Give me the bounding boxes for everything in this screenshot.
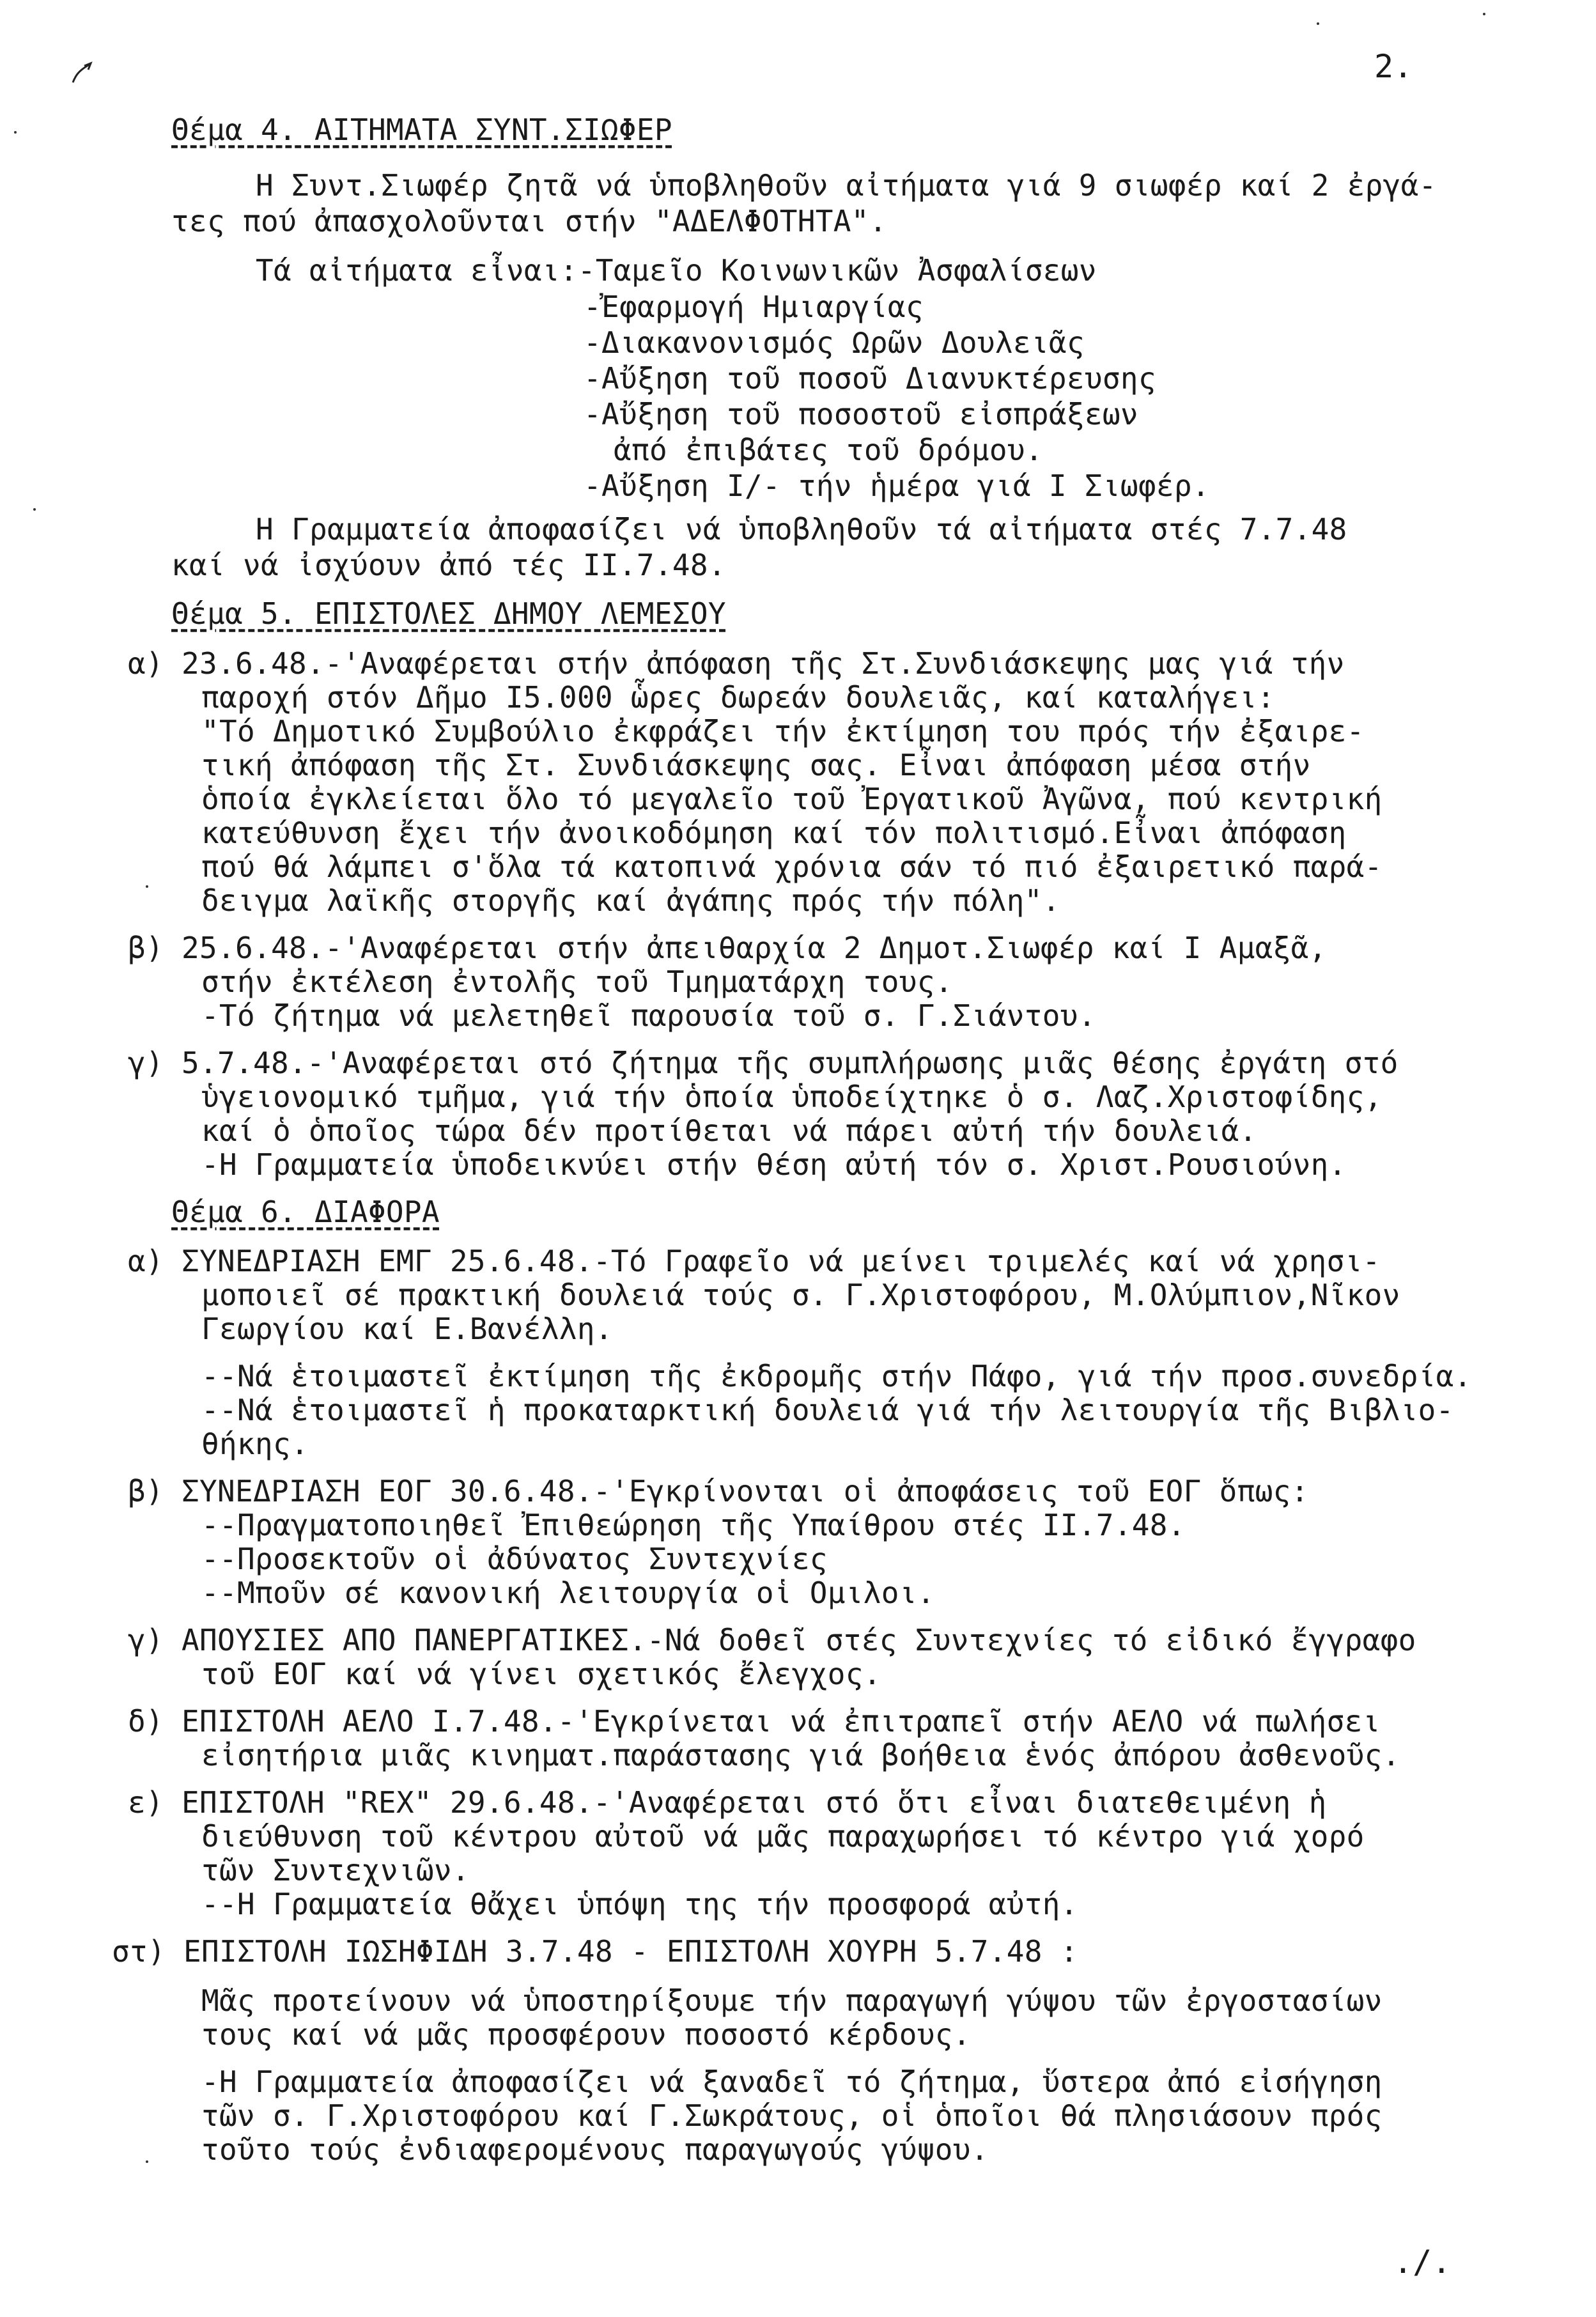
section-heading: Θέμα 6. ΔΙΑΦΟΡΑ: [171, 1195, 440, 1229]
text-line: Γεωργίου καί Ε.Βανέλλη.: [201, 1312, 613, 1346]
text-line: κατεύθυνση ἔχει τήν ἀνοικοδόμηση καί τόν πολιτισμό.Εἶναι ἀπόφαση: [201, 816, 1347, 850]
text-line: Τά αἰτήματα εἶναι:-Ταμεῖο Κοινωνικῶν Ἀσφαλίσεων: [256, 253, 1097, 288]
text-line: ὑγειονομικό τμῆμα, γιά τήν ὁποία ὑποδείχτηκε ὁ σ. Λαζ.Χριστοφίδης,: [201, 1080, 1383, 1114]
text-line: ε) ΕΠΙΣΤΟΛΗ "REX" 29.6.48.-'Αναφέρεται στό ὅτι εἶναι διατεθειμένη ἡ: [128, 1785, 1327, 1820]
text-line: ὁποία ἐγκλείεται ὅλο τό μεγαλεῖο τοῦ Ἐργατικοῦ Ἀγῶνα, πού κεντρική: [201, 782, 1383, 816]
text-line: τους καί νά μᾶς προσφέρουν ποσοστό κέρδους.: [201, 2017, 971, 2052]
continuation-mark: ./.: [1393, 2243, 1452, 2281]
text-line: διεύθυνση τοῦ κέντρου αὐτοῦ νά μᾶς παραχωρήσει τό κέντρο γιά χορό: [201, 1819, 1365, 1854]
text-line: --Νά ἑτοιμαστεῖ ἐκτίμηση τῆς ἐκδρομῆς στήν Πάφο, γιά τήν προσ.συνεδρία.: [201, 1359, 1472, 1393]
text-line: --Νά ἑτοιμαστεῖ ἡ προκαταρκτική δουλειά γιά τήν λειτουργία τῆς Βιβλιο-: [201, 1393, 1454, 1427]
text-line: στ) ΕΠΙΣΤΟΛΗ ΙΩΣΗΦΙΔΗ 3.7.48 - ΕΠΙΣΤΟΛΗ ΧΟΥΡΗ 5.7.48 :: [112, 1934, 1078, 1969]
page-number: 2.: [1374, 48, 1413, 85]
text-line: τοῦ ΕΟΓ καί νά γίνει σχετικός ἔλεγχος.: [201, 1657, 881, 1691]
text-line: τῶν Συντεχνιῶν.: [201, 1853, 470, 1887]
text-line: --Προσεκτοῦν οἱ ἀδύνατος Συντεχνίες: [201, 1542, 828, 1576]
text-line: μοποιεῖ σέ πρακτική δουλειά τούς σ. Γ.Χριστοφόρου, Μ.Ολύμπιον,Νῖκον: [201, 1278, 1400, 1312]
text-line: -Η Γραμματεία ἀποφασίζει νά ξαναδεῖ τό ζήτημα, ὕστερα ἀπό εἰσήγηση: [201, 2065, 1383, 2099]
text-line: -Διακανονισμός Ωρῶν Δουλειᾶς: [584, 325, 1085, 360]
text-line: --Η Γραμματεία θἄχει ὑπόψη της τήν προσφορά αὐτή.: [201, 1887, 1078, 1921]
text-line: -Ἐφαρμογή Ημιαργίας: [584, 290, 924, 324]
text-line: γ) 5.7.48.-'Αναφέρεται στό ζήτημα τῆς συμπλήρωσης μιᾶς θέσης ἐργάτη στό: [128, 1046, 1398, 1080]
scan-speck: [1483, 13, 1485, 15]
text-line: Μᾶς προτείνουν νά ὑποστηρίξουμε τήν παραγωγή γύψου τῶν ἐργοστασίων: [201, 1983, 1383, 2018]
scan-speck: [33, 508, 36, 511]
text-line: -Αὔξηση Ι/- τήν ἡμέρα γιά Ι Σιωφέρ.: [584, 469, 1210, 503]
text-line: τοῦτο τούς ἐνδιαφερομένους παραγωγούς γύψου.: [201, 2132, 989, 2167]
text-line: -Τό ζήτημα νά μελετηθεῖ παρουσία τοῦ σ. Γ.Σιάντου.: [201, 998, 1096, 1033]
text-line: α) 23.6.48.-'Αναφέρεται στήν ἀπόφαση τῆς Στ.Συνδιάσκεψης μας γιά τήν: [128, 646, 1345, 681]
text-line: "Τό Δημοτικό Συμβούλιο ἐκφράζει τήν ἐκτίμηση του πρός τήν ἐξαιρε-: [201, 714, 1365, 748]
text-line: καί ὁ ὁποῖος τώρα δέν προτίθεται νά πάρει αὐτή τήν δουλειά.: [201, 1113, 1257, 1148]
text-line: α) ΣΥΝΕΔΡΙΑΣΗ ΕΜΓ 25.6.48.-Τό Γραφεῖο νά μείνει τριμελές καί νά χρησι-: [128, 1244, 1381, 1278]
text-line: καί νά ἰσχύουν ἀπό τές ΙΙ.7.48.: [171, 548, 726, 582]
text-line: στήν ἐκτέλεση ἐντολῆς τοῦ Τμηματάρχη τους.: [201, 965, 953, 999]
text-line: -Αὔξηση τοῦ ποσοστοῦ εἰσπράξεων: [584, 397, 1138, 431]
text-line: β) ΣΥΝΕΔΡΙΑΣΗ ΕΟΓ 30.6.48.-'Εγκρίνονται οἱ ἀποφάσεις τοῦ ΕΟΓ ὅπως:: [128, 1474, 1309, 1508]
text-line: δειγμα λαϊκῆς στοργῆς καί ἀγάπης πρός τήν πόλη".: [201, 883, 1060, 918]
text-line: --Πραγματοποιηθεῖ Ἐπιθεώρηση τῆς Υπαίθρου στές ΙΙ.7.48.: [201, 1508, 1186, 1542]
text-line: β) 25.6.48.-'Αναφέρεται στήν ἀπειθαρχία 2 Δημοτ.Σιωφέρ καί Ι Αμαξᾶ,: [128, 931, 1327, 965]
text-line: τες πού ἀπασχολοῦνται στήν "ΑΔΕΛΦΟΤΗΤΑ".: [171, 204, 887, 238]
text-line: τῶν σ. Γ.Χριστοφόρου καί Γ.Σωκράτους, οἱ ὁποῖοι θά πλησιάσουν πρός: [201, 2098, 1383, 2133]
text-line: --Μποῦν σέ κανονική λειτουργία οἱ Ομιλοι.: [201, 1576, 935, 1610]
text-line: δ) ΕΠΙΣΤΟΛΗ ΑΕΛΟ Ι.7.48.-'Εγκρίνεται νά ἐπιτραπεῖ στήν ΑΕΛΟ νά πωλήσει: [128, 1704, 1381, 1739]
scan-speck: [14, 131, 17, 134]
text-line: θήκης.: [201, 1427, 309, 1461]
text-line: -Η Γραμματεία ὑποδεικνύει στήν θέση αὐτή τόν σ. Χριστ.Ρουσιούνη.: [201, 1147, 1347, 1182]
text-line: πού θά λάμπει σ'ὅλα τά κατοπινά χρόνια σάν τό πιό ἐξαιρετικό παρά-: [201, 849, 1383, 884]
text-line: -Αὔξηση τοῦ ποσοῦ Διανυκτέρευσης: [584, 361, 1156, 396]
text-line: εἰσητήρια μιᾶς κινηματ.παράστασης γιά βοήθεια ἑνός ἀπόρου ἀσθενοῦς.: [201, 1738, 1400, 1772]
scan-speck: [146, 885, 148, 888]
text-line: γ) ΑΠΟΥΣΙΕΣ ΑΠΟ ΠΑΝΕΡΓΑΤΙΚΕΣ.-Νά δοθεῖ στές Συντεχνίες τό εἰδικό ἔγγραφο: [128, 1623, 1416, 1657]
text-line: Η Συντ.Σιωφέρ ζητᾶ νά ὑποβληθοῦν αἰτήματα γιά 9 σιωφέρ καί 2 ἐργά-: [256, 168, 1437, 203]
text-line: τική ἀπόφαση τῆς Στ. Συνδιάσκεψης σας. Εἶναι ἀπόφαση μέσα στήν: [201, 748, 1311, 782]
text-line: Η Γραμματεία ἀποφασίζει νά ὑποβληθοῦν τά αἰτήματα στές 7.7.48: [256, 512, 1347, 546]
text-line: ἀπό ἐπιβάτες τοῦ δρόμου.: [614, 433, 1043, 467]
scan-speck: [146, 2160, 148, 2163]
scan-speck: [1317, 22, 1319, 25]
text-line: παροχή στόν Δῆμο Ι5.000 ὧρες δωρεάν δουλειᾶς, καί καταλήγει:: [201, 680, 1275, 715]
pen-tick-mark: [70, 61, 96, 86]
section-heading: Θέμα 5. ΕΠΙΣΤΟΛΕΣ ΔΗΜΟΥ ΛΕΜΕΣΟΥ: [171, 596, 726, 631]
section-heading: Θέμα 4. ΑΙΤΗΜΑΤΑ ΣΥΝΤ.ΣΙΩΦΕΡ: [171, 112, 672, 147]
